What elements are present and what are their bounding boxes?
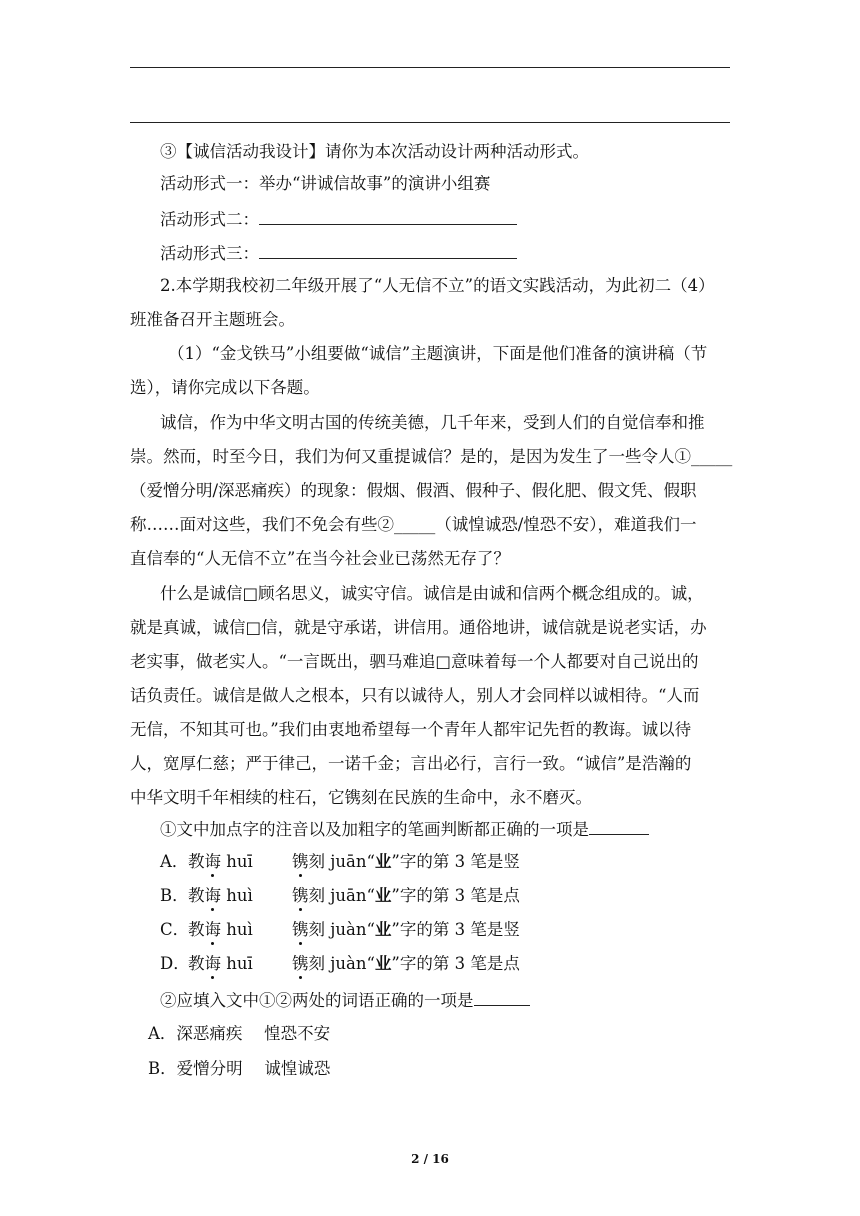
passage-p2-line-5: 无信，不知其可也。”我们由衷地希望每一个青年人都牢记先哲的教诲。诚以待: [130, 720, 692, 739]
passage-p2-line-3: 老实事，做老实人。“一言既出，驷马难追□意味着每一个人都要对自己说出的: [130, 652, 699, 671]
option-stroke-text: ”字的第 3 笔是竖: [391, 852, 520, 871]
passage-p2-line-1: 什么是诚信□顾名思义，诚实守信。诚信是由诚和信两个概念组成的。诚，: [160, 584, 704, 603]
option-label: D．: [160, 954, 190, 973]
activity-form-1: 活动形式一：举办“讲诚信故事”的演讲小组赛: [160, 174, 491, 193]
option-word-1: 教: [188, 852, 205, 871]
question-1-option-d[interactable]: [160, 954, 760, 974]
option-word-2: 刻 juàn“: [308, 954, 375, 973]
answer-line-rule: [130, 122, 730, 123]
option-label: A．: [160, 852, 189, 871]
activity-form-2: [160, 207, 760, 230]
activity-form-3: [160, 241, 760, 264]
question-2-option-b[interactable]: B．爱憎分明 诚惶诚恐: [148, 1059, 331, 1078]
passage-p1-line-4: 称……面对这些，我们不免会有些②_____（诚惶诚恐/惶恐不安），难道我们一: [130, 515, 697, 534]
question-1-stem: [160, 817, 760, 840]
bold-char: 业: [374, 852, 392, 871]
passage-p1-line-2: 崇。然而，时至今日，我们为何又重提诚信？是的，是因为发生了一些令人①_____: [130, 447, 733, 466]
passage-p1-line-5: 直信奉的“人无信不立”在当今社会业已荡然无存了？: [130, 549, 510, 568]
dotted-char: 镌: [292, 920, 309, 939]
question-2-answer-blank[interactable]: [474, 988, 530, 1006]
option-stroke-text: ”字的第 3 笔是竖: [391, 920, 520, 939]
option-label: C．: [160, 920, 190, 939]
option-word-2: 刻 juān“: [308, 852, 375, 871]
top-rule: [130, 67, 730, 68]
question-2-stem: [160, 988, 760, 1011]
dotted-char: 诲: [204, 852, 221, 871]
passage-p2-line-4: 话负责任。诚信是做人之根本，只有以诚待人，别人才会同样以诚相待。“人而: [130, 686, 700, 705]
passage-p2-line-6: 人，宽厚仁慈；严于律己，一诺千金；言出必行，言行一致。“诚信”是浩瀚的: [130, 754, 692, 773]
question-1-option-b[interactable]: [160, 886, 760, 906]
question-1-option-a[interactable]: [160, 852, 760, 872]
option-pinyin-1: huì: [221, 920, 253, 939]
q2-line-1: 2.本学期我校初二年级开展了“人无信不立”的语文实践活动，为此初二（4）: [160, 276, 715, 295]
passage-p1-line-3: （爱憎分明/深恶痛疾）的现象：假烟、假酒、假种子、假化肥、假文凭、假职: [130, 481, 697, 500]
question-2-stem-text: ②应填入文中①②两处的词语正确的一项是: [160, 991, 474, 1010]
option-label: B．: [160, 886, 189, 905]
option-pinyin-1: huī: [221, 852, 253, 871]
dotted-char: 诲: [204, 954, 221, 973]
option-stroke-text: ”字的第 3 笔是点: [391, 886, 520, 905]
question-1-option-c[interactable]: [160, 920, 760, 940]
activity-form-3-label: 活动形式三：: [160, 244, 259, 263]
passage-p2-line-2: 就是真诚，诚信□信，就是守承诺，讲信用。通俗地讲，诚信就是说老实话，办: [130, 618, 707, 637]
dotted-char: 镌: [292, 886, 309, 905]
activity-form-3-blank[interactable]: [259, 241, 517, 259]
option-word-2: 刻 juàn“: [308, 920, 375, 939]
activity-form-2-label: 活动形式二：: [160, 210, 259, 229]
question-2-option-a[interactable]: A．深恶痛疾 惶恐不安: [148, 1024, 331, 1043]
q2-sub1-line-1: （1）“金戈铁马”小组要做“诚信”主题演讲，下面是他们准备的演讲稿（节: [168, 344, 708, 363]
option-pinyin-1: huī: [221, 954, 253, 973]
bold-char: 业: [374, 920, 392, 939]
bold-char: 业: [374, 954, 392, 973]
option-word-1: 教: [188, 954, 205, 973]
dotted-char: 诲: [204, 920, 221, 939]
page-number: 2 / 16: [411, 1152, 449, 1166]
activity-prompt: ③【诚信活动我设计】请你为本次活动设计两种活动形式。: [160, 142, 589, 161]
dotted-char: 镌: [292, 954, 309, 973]
option-stroke-text: ”字的第 3 笔是点: [391, 954, 520, 973]
option-word-2: 刻 juān“: [308, 886, 375, 905]
option-pinyin-1: huì: [221, 886, 253, 905]
question-1-stem-text: ①文中加点字的注音以及加粗字的笔画判断都正确的一项是: [160, 820, 589, 839]
passage-p1-line-1: 诚信，作为中华文明古国的传统美德，几千年来，受到人们的自觉信奉和推: [160, 413, 705, 432]
passage-p2-line-7: 中华文明千年相续的柱石，它镌刻在民族的生命中，永不磨灭。: [130, 788, 592, 807]
activity-form-2-blank[interactable]: [259, 207, 517, 225]
option-word-1: 教: [188, 886, 205, 905]
q2-line-2: 班准备召开主题班会。: [130, 310, 295, 329]
bold-char: 业: [374, 886, 392, 905]
option-word-1: 教: [188, 920, 205, 939]
q2-sub1-line-2: 选），请你完成以下各题。: [130, 378, 320, 397]
dotted-char: 镌: [292, 852, 309, 871]
question-1-answer-blank[interactable]: [589, 817, 649, 835]
dotted-char: 诲: [204, 886, 221, 905]
